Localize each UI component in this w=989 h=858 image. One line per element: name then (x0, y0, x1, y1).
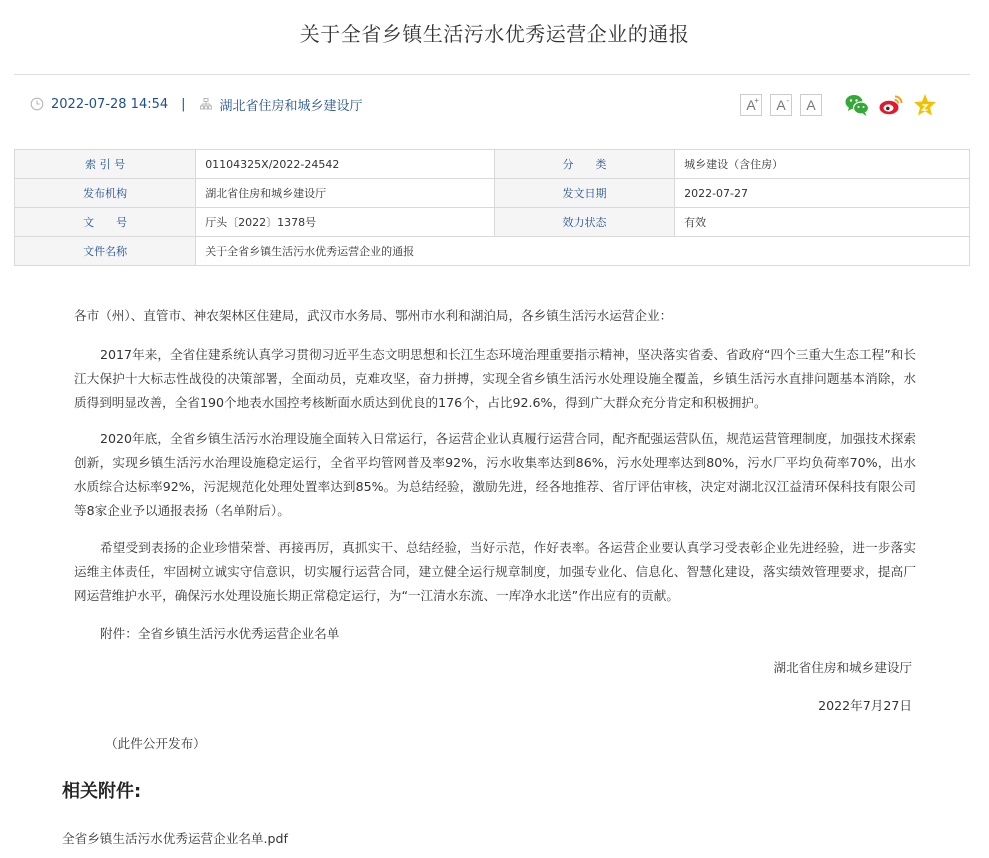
issue-date-value: 2022-07-27 (675, 179, 970, 208)
signature-organization: 湖北省住房和城乡建设厅 (773, 660, 912, 675)
font-decrease-sup: - (786, 96, 789, 105)
category-value: 城乡建设（含住房） (675, 150, 970, 179)
issuing-agency-label: 发布机构 (15, 179, 196, 208)
document-info-table (14, 149, 970, 266)
font-reset-button[interactable] (800, 94, 822, 116)
wechat-icon[interactable] (844, 92, 870, 118)
attachment-file-link[interactable]: 全省乡镇生活污水优秀运营企业名单.pdf (62, 831, 288, 846)
attachment-note: 附件：全省乡镇生活污水优秀运营企业名单 (100, 626, 340, 641)
info-row (15, 237, 970, 266)
page-title: 关于全省乡镇生活污水优秀运营企业的通报 (299, 22, 690, 46)
weibo-icon[interactable] (878, 92, 904, 118)
document-number-label: 文 号 (15, 208, 196, 237)
issuing-agency-value: 湖北省住房和城乡建设厅 (196, 179, 495, 208)
organization-icon (199, 97, 213, 111)
font-decrease-label: A (776, 97, 786, 113)
document-number-value: 厅头〔2022〕1378号 (196, 208, 495, 237)
category-label: 分 类 (494, 150, 674, 179)
meta-bar (30, 93, 363, 115)
salutation: 各市（州）、直管市、神农架林区住建局，武汉市水务局、鄂州市水利和湖泊局，各乡镇生活污水运营企业： (74, 308, 673, 323)
font-increase-label: A (746, 97, 756, 113)
body-paragraph: 2017年来，全省住建系统认真学习贯彻习近平生态文明思想和长江生态环境治理重要指示精神，坚决落实省委、省政府“四个三重大生态工程”和长江大保护十大标志性战役的决策部署，全面动员，克难攻坚，奋力拼搏，实现全省乡镇生活污水处理设施全覆盖，乡镇生活污水直排问题基本消除，水质得到明显改善，全省190个地表水国控考核断面水质达到优良的176个，占比92.6%，得到广大群众充分肯定和积极拥护。 (74, 347, 916, 410)
issue-date-label: 发文日期 (494, 179, 674, 208)
file-name-value: 关于全省乡镇生活污水优秀运营企业的通报 (196, 237, 970, 266)
signature-date: 2022年7月27日 (818, 698, 912, 713)
publish-datetime: 2022-07-28 14:54 (51, 96, 169, 112)
validity-label: 效力状态 (494, 208, 674, 237)
publisher-name: 湖北省住房和城乡建设厅 (219, 98, 363, 114)
info-row (15, 179, 970, 208)
font-reset-label: A (806, 97, 816, 113)
meta-separator: | (181, 96, 186, 112)
index-number-value: 01104325X/2022-24542 (196, 150, 495, 179)
public-release-note: （此件公开发布） (105, 736, 206, 751)
title-divider (14, 74, 970, 75)
body-paragraph: 希望受到表扬的企业珍惜荣誉、再接再厉，真抓实干、总结经验，当好示范，作好表率。各运营企业要认真学习受表彰企业先进经验，进一步落实运维主体责任，牢固树立诚实守信意识，切实履行运营合同，建立健全运行规章制度，加强专业化、信息化、智慧化建设，落实绩效管理要求，提高厂网运营维护水平，确保污水处理设施长期正常稳定运行，为“一江清水东流、一库净水北送”作出应有的贡献。 (74, 540, 916, 603)
font-decrease-button[interactable] (770, 94, 792, 116)
favorite-icon[interactable] (912, 92, 938, 118)
font-increase-sup: + (754, 96, 759, 105)
toolbar (740, 92, 938, 118)
validity-value: 有效 (675, 208, 970, 237)
font-increase-button[interactable] (740, 94, 762, 116)
clock-icon (30, 97, 44, 111)
file-name-label: 文件名称 (15, 237, 196, 266)
index-number-label: 索 引 号 (15, 150, 196, 179)
body-paragraph: 2020年底，全省乡镇生活污水治理设施全面转入日常运行，各运营企业认真履行运营合同，配齐配强运营队伍，规范运营管理制度，加强技术探索创新，实现乡镇生活污水治理设施稳定运行，全省平均管网普及率92%，污水收集率达到86%，污水处理率达到80%，污水厂平均负荷率70%，出水水质综合达标率92%，污泥规范化处理处置率达到85%。为总结经验，激励先进，经各地推荐、省厅评估审核，决定对湖北汉江益清环保科技有限公司等8家企业予以通报表扬（名单附后）。 (74, 431, 916, 518)
related-attachments-title: 相关附件: (62, 781, 142, 802)
info-row (15, 208, 970, 237)
info-row (15, 150, 970, 179)
